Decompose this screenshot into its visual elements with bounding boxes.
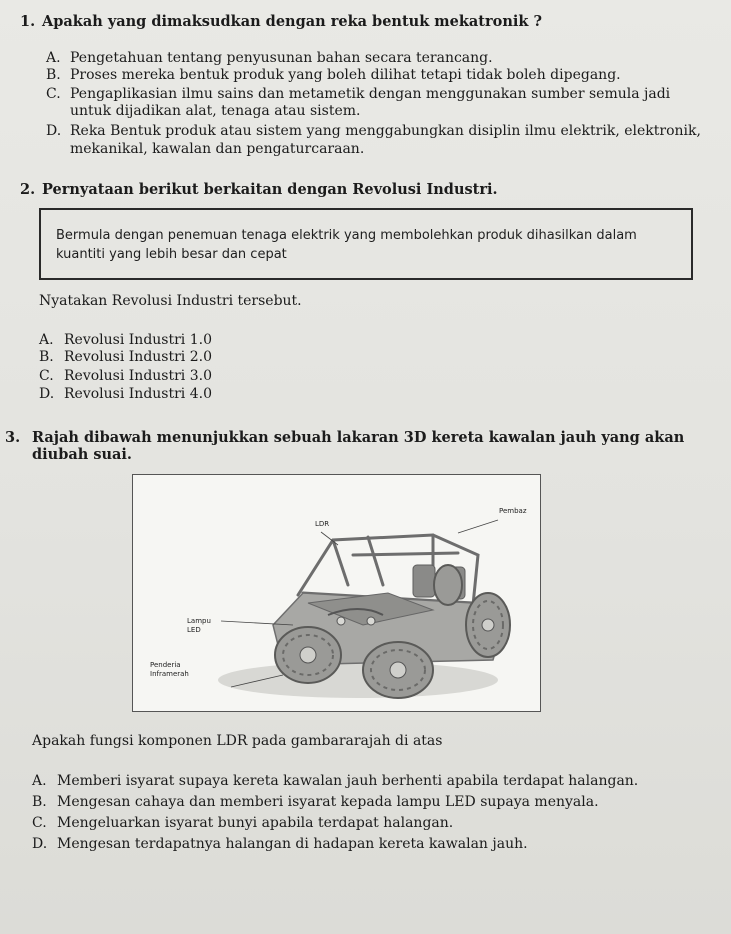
q2-option-c-letter: C. bbox=[39, 368, 54, 384]
q1-option-d-text-line1: Reka Bentuk produk atau sistem yang menggabungkan disiplin ilmu elektrik, elektronik, bbox=[70, 123, 701, 139]
q2-option-b-text: Revolusi Industri 2.0 bbox=[64, 349, 212, 365]
q2-option-b-letter: B. bbox=[39, 349, 54, 365]
q1-option-d-letter: D. bbox=[46, 123, 62, 139]
q1-option-c-letter: C. bbox=[46, 86, 61, 102]
q3-question: Rajah dibawah menunjukkan sebuah lakaran 3D kereta kawalan jauh yang akan diubah suai. bbox=[32, 429, 685, 463]
q1-option-c-text-line2: untuk dijadikan alat, tenaga atau sistem. bbox=[70, 103, 361, 119]
label-lampu: Lampu bbox=[187, 617, 211, 625]
q1-option-b-letter: B. bbox=[46, 67, 61, 83]
q2-statement: Bermula dengan penemuan tenaga elektrik yang membolehkan produk dihasilkan dalam kuantiti yang lebih besar dan cepat bbox=[56, 228, 637, 262]
q1-option-b-text: Proses mereka bentuk produk yang boleh dilihat tetapi tidak boleh dipegang. bbox=[70, 67, 621, 83]
q3-option-c-text: Mengeluarkan isyarat bunyi apabila terdapat halangan. bbox=[57, 815, 454, 831]
q3-prompt: Apakah fungsi komponen LDR pada gambararajah di atas bbox=[32, 733, 443, 749]
q1-option-a-text: Pengetahuan tentang penyusunan bahan secara terancang. bbox=[70, 50, 493, 66]
q2-option-d-letter: D. bbox=[39, 386, 55, 402]
q3-option-d-letter: D. bbox=[32, 836, 48, 852]
label-penderia: Penderia bbox=[150, 661, 181, 669]
rc-car-drawing bbox=[133, 475, 541, 712]
q3-option-b-text: Mengesan cahaya dan memberi isyarat kepada lampu LED supaya menyala. bbox=[57, 794, 599, 810]
q2-option-a-text: Revolusi Industri 1.0 bbox=[64, 332, 212, 348]
rc-car-figure bbox=[132, 474, 541, 712]
q3-option-c-letter: C. bbox=[32, 815, 47, 831]
label-pembaz: Pembaz bbox=[499, 507, 527, 515]
q2-question: Pernyataan berikut berkaitan dengan Revolusi Industri. bbox=[42, 181, 498, 198]
q2-number: 2. bbox=[20, 181, 36, 198]
label-led: LED bbox=[187, 626, 201, 634]
q2-option-c-text: Revolusi Industri 3.0 bbox=[64, 368, 212, 384]
q2-prompt: Nyatakan Revolusi Industri tersebut. bbox=[39, 293, 302, 309]
q1-option-c-text-line1: Pengaplikasian ilmu sains dan metametik dengan menggunakan sumber semula jadi bbox=[70, 86, 671, 102]
q1-question: Apakah yang dimaksudkan dengan reka bentuk mekatronik ? bbox=[42, 13, 542, 30]
label-inframerah: Inframerah bbox=[150, 670, 189, 678]
label-ldr: LDR bbox=[315, 520, 330, 528]
q2-option-a-letter: A. bbox=[39, 332, 54, 348]
q1-option-a-letter: A. bbox=[46, 50, 61, 66]
q1-number: 1. bbox=[20, 13, 36, 30]
q3-option-a-text: Memberi isyarat supaya kereta kawalan jauh berhenti apabila terdapat halangan. bbox=[57, 773, 639, 789]
q3-option-d-text: Mengesan terdapatnya halangan di hadapan kereta kawalan jauh. bbox=[57, 836, 528, 852]
q2-option-d-text: Revolusi Industri 4.0 bbox=[64, 386, 212, 402]
q3-number: 3. bbox=[5, 429, 21, 446]
q1-option-d-text-line2: mekanikal, kawalan dan pengaturcaraan. bbox=[70, 141, 365, 157]
q3-option-b-letter: B. bbox=[32, 794, 47, 810]
q3-option-a-letter: A. bbox=[32, 773, 47, 789]
